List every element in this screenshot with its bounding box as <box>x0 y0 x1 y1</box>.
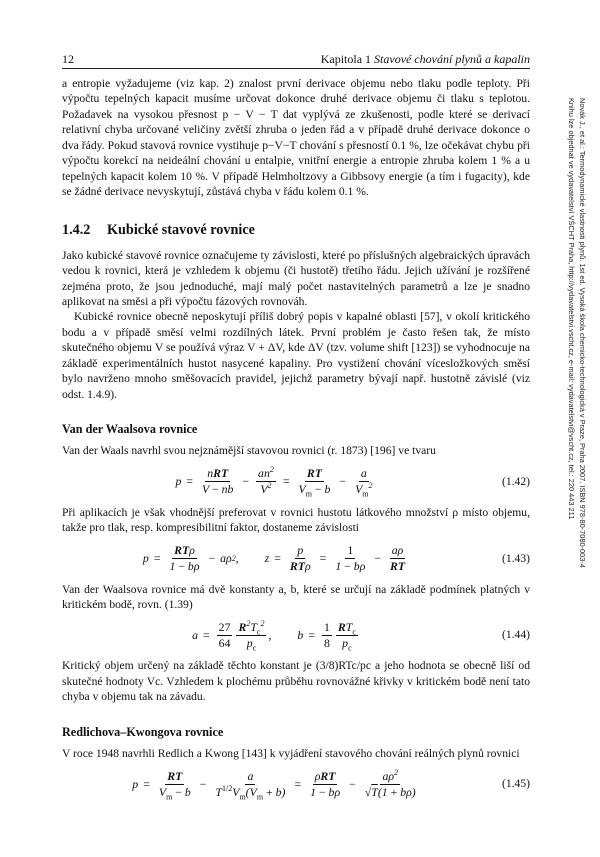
side-note-citation: Novák J., et al.: Termodynamické vlastnosti plynů. 1st ed. Vysoká škola chemicko-technologická v Praze, Praha 2007. ISBN 978-80-7080-003-4 <box>578 98 587 568</box>
chapter-title: Stavové chování plynů a kapalin <box>374 52 530 66</box>
section-paragraph-2: Kubické rovnice obecně neposkytují příliš dobrý popis v kapalné oblasti [57], v okolí kritického bodu a v případě směsí velmi rozdílných látek. První problém je často řešen tak, že místo skutečného objemu V se používá výraz V + ΔV, kde ΔV (tzv. volume shift [123]) se vyhodnocuje na základě experimentálních hustot nasycené kapaliny. Pro vystižení chování vícesložkových směsí bylo navrženo mnoho směšovacích pravidel, jejichž parametry bývají např. hustotně závislé (viz odst. 1.4.9). <box>62 310 530 401</box>
equation-number: (1.44) <box>501 628 530 642</box>
section-paragraph-1: Jako kubické stavové rovnice označujeme ty závislosti, které po příslušných algebraických úpravách vedou k rovnici, která je vzhledem k objemu (či hustotě) třetího řádu. Jejich užívání je rozšířené zejména proto, že jsou jednoduché, mají malý počet nastavitelných parametrů a lze je snadno aplikovat na směsi a při výpočtu fázových rovnováh. <box>62 248 530 308</box>
rk-heading: Redlichova–Kwongova rovnice <box>62 724 224 739</box>
equation-1-43 <box>62 539 530 579</box>
section-heading <box>62 221 530 239</box>
page-header <box>62 52 530 68</box>
intro-paragraph: a entropie vyžadujeme (viz kap. 2) znalost první derivace objemu nebo tlaku podle teploty. Při výpočtu tepelných kapacit musíme určovat dokonce druhé derivace objemu či tlaku s teplotou. Požadavek na vysokou přesnost p − V − T dat vyplývá ze zkušenosti, podle které se derivací relativní chyba určované veličiny zvětší zhruba o jeden řád a v případě druhé derivace dokonce o dva řády. Pokud stavová rovnice vystihuje p−V−T chování s přesností 0.1 %, lze očekávat chybu při výpočtu korekcí na neideální chování u entalpie, vnitřní energie a entropie zhruba kolem 1 % a u tepelných kapacit kolem 10 %. V případě Helmholtzovy a Gibbsovy energie (a tím i fugacity), kde se žádné derivace nevyskytují, zůstává chyba v řádu kolem 0.1 %. <box>62 77 530 199</box>
equation-formula: a = $\frac{27}{64}$ $\frac{R^2T_c^2}{p_c}$ , b = $\frac{1}{8}$ $\frac{RT_c}{p_c}$ <box>192 619 356 653</box>
chapter-label: Kapitola 1 <box>320 52 372 66</box>
equation-number: (1.43) <box>501 551 530 565</box>
rk-text-1: V roce 1948 navrhli Redlich a Kwong [143] k vyjádření stavového chování reálných plynů rovnici <box>62 746 520 760</box>
vdw-text-1: Van der Waals navrhl svou nejznámější stavovou rovnici (r. 1873) [196] ve tvaru <box>62 444 436 458</box>
page-number: 12 <box>62 52 74 66</box>
equation-number: (1.45) <box>501 777 530 791</box>
vdw-text-2: Při aplikacích je však vhodnější preferovat v rovnici hustotu látkového množství ρ místo objemu, takže pro tlak, resp. kompresibilitní faktor, dostaneme závislosti <box>62 505 530 535</box>
section-number: 1.4.2 <box>62 221 91 238</box>
header-rule <box>62 68 530 69</box>
equation-number: (1.42) <box>501 474 530 488</box>
vdw-text-4: Kritický objem určený na základě těchto konstant je (3/8)RTc/pc a jeho hodnota se obecně liší od skutečné hodnoty Vc. Vzhledem k plochému průběhu rovnovážné křivky v kritickém bodě není tato chyba v objemu tak na závadu. <box>62 659 530 704</box>
vdw-heading: Van der Waalsova rovnice <box>62 422 198 437</box>
equation-formula: p = $\frac{\text{RTρ}}{1 - b\rho}$ − aρ 2 , z = $\frac{p}{\text{RTρ}}$ = $\frac{1}{1 - b\rho}$ − $\frac{a\rho}{RT}$ <box>142 543 406 574</box>
equation-formula: p = $\frac{\text{nRT}}{V - nb}$ − $\frac{an^2}{V^2}$ = $\frac{RT}{V_m - b}$ − $\frac{a}{V_m^2}$ <box>175 465 373 499</box>
running-head <box>321 52 530 66</box>
equation-1-42 <box>62 462 530 502</box>
equation-1-45 <box>62 764 530 804</box>
equation-formula: p = $\frac{RT}{V_m - b}$ − $\frac{a}{T^{1/2}V_m(V_m + b)}$ = $\frac{\text{ρRT}}{1 - b\rho}$ − $\frac{a\rho^2}{√T(1 + b\rho)}$ <box>132 767 416 802</box>
page-body <box>62 76 530 807</box>
section-title: Kubické stavové rovnice <box>107 221 255 238</box>
side-note-order-info: Knihu lze objednat ve vydavatelství VŠCHT Praha, http://vydavatelstvi.vscht.cz, e-mail: vydavatelstvi@vscht.cz, tel.: 220 443 211 <box>567 98 576 520</box>
equation-1-44 <box>62 615 530 655</box>
side-note <box>560 98 588 618</box>
vdw-text-3: Van der Waalsova rovnice má dvě konstanty a, b, které se určují na základě podmínek platných v kritickém bodě, rovn. (1.39) <box>62 582 530 611</box>
